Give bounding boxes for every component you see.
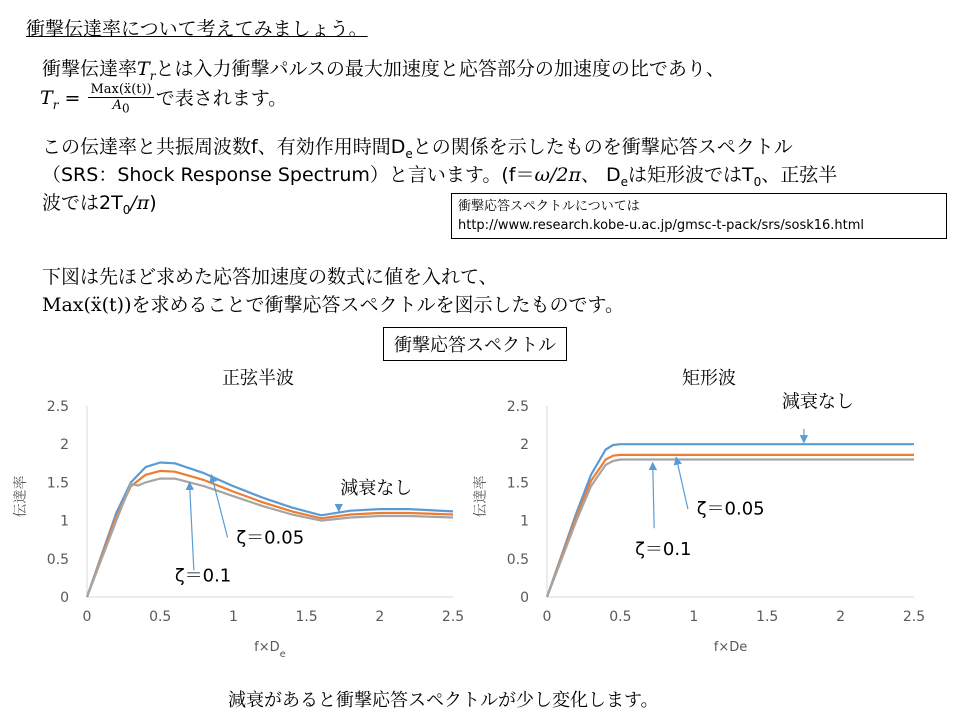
annotation-arrow <box>676 457 688 509</box>
y-tick-label: 2 <box>520 437 529 454</box>
series-line <box>547 455 914 597</box>
x-tick-label: 1 <box>228 609 238 625</box>
y-tick-label: 2.5 <box>46 399 69 415</box>
x-tick-label: 1.5 <box>295 609 318 625</box>
mid-line-1: 下図は先ほど求めた応答加速度の数式に値を入れて、 <box>42 266 498 288</box>
equation-fraction: $\frac{\text{Max(ẍ(t))}}{A0}$ <box>90 82 152 116</box>
x-tick-label: 0.5 <box>149 609 172 625</box>
annotation-label: ζ＝0.1 <box>635 538 692 560</box>
reference-label: 衝撃応答スペクトルについては <box>458 199 640 214</box>
x-tick-label: 1 <box>689 609 699 625</box>
x-axis-label: f×De <box>713 640 748 655</box>
intro-line-5: 波では$2T_0/\pi$) <box>42 192 157 217</box>
y-tick-label: 0 <box>60 590 69 606</box>
y-tick-label: 2.5 <box>506 399 529 415</box>
intro-line-4: （SRS：Shock Response Spectrum）と言います。(f＝ω/2π、 $D_e$は矩形波では$T_0$、正弦半 <box>42 164 838 189</box>
intro-line-1: 衝撃伝達率$T_r$とは入力衝撃パルスの最大加速度と応答部分の加速度の比であり、 <box>42 58 725 83</box>
annotation-arrow <box>189 482 193 570</box>
y-tick-label: 1.5 <box>506 475 529 492</box>
chart-title-sine: 正弦半波 <box>222 368 294 389</box>
annotation-label: 減衰なし <box>340 477 413 499</box>
x-tick-label: 2.5 <box>441 609 465 625</box>
y-tick-label: 0.5 <box>46 551 69 568</box>
y-tick-label: 1 <box>60 513 69 530</box>
series-line <box>547 460 914 598</box>
intro-line-3: この伝達率と共振周波数f、有効作用時間$D_e$との関係を示したものを衝撃応答スペクトル <box>42 136 793 161</box>
annotation-arrow <box>211 475 227 538</box>
x-tick-label: 0.5 <box>609 609 632 625</box>
y-axis-label: 伝達率 <box>473 475 489 518</box>
x-tick-label: 2 <box>836 609 846 625</box>
footer-caption: 減衰があると衝撃応答スペクトルが少し変化します。 <box>228 690 659 711</box>
mid-line-2: Max(ẍ(t))を求めることで衝撃応答スペクトルを図示したものです。 <box>42 294 624 316</box>
x-tick-label: 0 <box>542 609 552 625</box>
y-tick-label: 2 <box>60 437 69 454</box>
tr-symbol: $T_r$ <box>137 58 156 83</box>
x-tick-label: 1.5 <box>756 609 779 625</box>
y-axis-label: 伝達率 <box>13 475 29 518</box>
y-tick-label: 1.5 <box>46 475 69 492</box>
reference-url[interactable]: http://www.research.kobe-u.ac.jp/gmsc-t-pack/srs/sosk16.html <box>458 218 865 233</box>
y-tick-label: 0 <box>520 590 529 606</box>
chart-title-rect: 矩形波 <box>682 368 736 389</box>
y-tick-label: 1 <box>520 513 529 530</box>
annotation-label: ζ＝0.05 <box>236 527 305 549</box>
series-line <box>547 444 914 597</box>
spectrum-label-box: 衝撃応答スペクトル <box>383 327 567 361</box>
tr-equation: $T_r$ = $\frac{\text{Max(ẍ(t))}}{A0}$ で表されます。 <box>40 82 288 116</box>
reference-box <box>451 193 947 239</box>
spectrum-charts <box>0 390 960 665</box>
annotation-label: ζ＝0.1 <box>174 565 232 587</box>
annotation-label: 減衰なし <box>781 391 854 413</box>
x-tick-label: 2 <box>375 609 385 625</box>
y-tick-label: 0.5 <box>506 551 529 568</box>
x-axis-label: $f\times D_e$ <box>254 640 286 660</box>
annotation-arrow <box>653 463 654 529</box>
annotation-label: ζ＝0.05 <box>696 498 765 520</box>
x-tick-label: 2.5 <box>902 609 926 625</box>
page-heading: 衝撃伝達率について考えてみましょう。 <box>26 18 368 40</box>
x-tick-label: 0 <box>82 609 92 625</box>
